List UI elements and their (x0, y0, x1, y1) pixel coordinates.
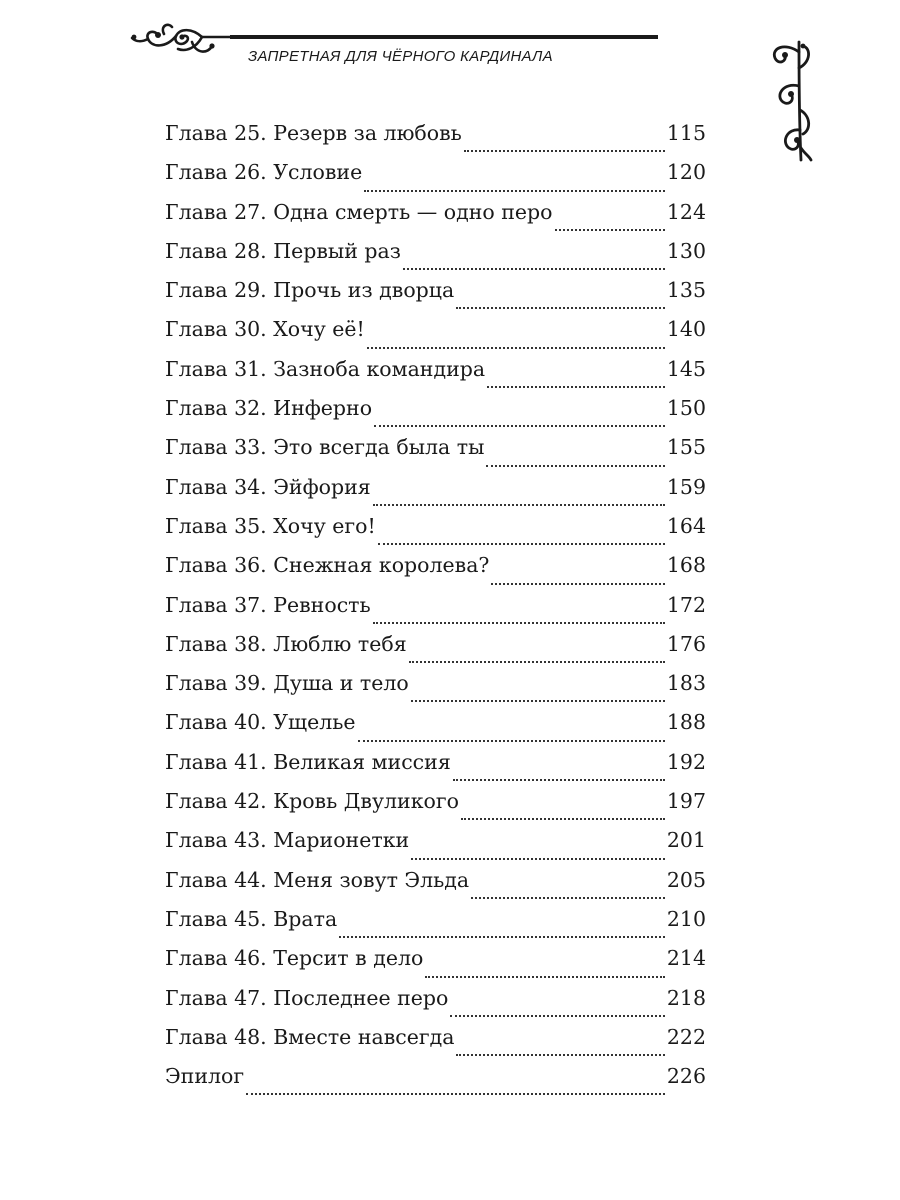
dot-leader (378, 542, 665, 545)
dot-leader (453, 778, 665, 781)
toc-entry-page-number: 168 (666, 553, 706, 578)
toc-entry[interactable] (165, 868, 706, 907)
dot-leader (364, 189, 665, 192)
dot-leader (409, 660, 665, 663)
toc-entry[interactable] (165, 121, 706, 160)
toc-entry-page-number: 210 (666, 906, 706, 931)
dot-leader (411, 699, 665, 702)
toc-entry-label: Эпилог (165, 1064, 245, 1089)
toc-entry-label: Глава 27. Одна смерть — одно перо (165, 199, 553, 224)
toc-entry[interactable] (165, 907, 706, 946)
toc-entry-page-number: 120 (666, 160, 706, 185)
toc-entry[interactable] (165, 396, 706, 435)
toc-entry-page-number: 201 (666, 828, 706, 853)
toc-entry[interactable] (165, 986, 706, 1025)
running-header-title: ЗАПРЕТНАЯ ДЛЯ ЧЁРНОГО КАРДИНАЛА (248, 48, 553, 65)
toc-entry[interactable] (165, 435, 706, 474)
vertical-flourish-icon (765, 38, 813, 164)
toc-entry-label: Глава 32. Инферно (165, 396, 373, 421)
toc-entry-page-number: 150 (666, 396, 706, 421)
toc-entry[interactable] (165, 710, 706, 749)
dot-leader (246, 1092, 665, 1095)
toc-entry-page-number: 205 (666, 867, 706, 892)
dot-leader (491, 582, 664, 585)
dot-leader (456, 306, 665, 309)
dot-leader (373, 621, 665, 624)
toc-entry-page-number: 222 (666, 1024, 706, 1049)
toc-entry[interactable] (165, 239, 706, 278)
toc-entry-label: Глава 34. Эйфория (165, 474, 371, 499)
toc-entry-label: Глава 39. Душа и тело (165, 671, 409, 696)
dot-leader (425, 975, 665, 978)
toc-entry[interactable] (165, 514, 706, 553)
toc-entry[interactable] (165, 789, 706, 828)
toc-entry-page-number: 124 (666, 199, 706, 224)
dot-leader (471, 896, 665, 899)
table-of-contents (165, 121, 706, 1103)
toc-entry-label: Глава 26. Условие (165, 160, 363, 185)
toc-entry-label: Глава 47. Последнее перо (165, 985, 449, 1010)
toc-entry-page-number: 218 (666, 985, 706, 1010)
toc-entry-page-number: 172 (666, 592, 706, 617)
toc-entry-label: Глава 33. Это всегда была ты (165, 435, 485, 460)
toc-entry-page-number: 226 (666, 1064, 706, 1089)
dot-leader (339, 935, 665, 938)
dot-leader (367, 346, 665, 349)
toc-entry[interactable] (165, 357, 706, 396)
toc-entry-label: Глава 48. Вместе навсегда (165, 1024, 455, 1049)
toc-entry[interactable] (165, 475, 706, 514)
dot-leader (461, 817, 665, 820)
toc-entry-label: Глава 44. Меня зовут Эльда (165, 867, 470, 892)
toc-entry-page-number: 197 (666, 789, 706, 814)
flourish-ornament-icon (130, 22, 245, 62)
toc-entry-label: Глава 43. Марионетки (165, 828, 410, 853)
dot-leader (411, 857, 665, 860)
dot-leader (374, 424, 665, 427)
toc-entry[interactable] (165, 750, 706, 789)
toc-entry-label: Глава 37. Ревность (165, 592, 371, 617)
toc-entry-label: Глава 45. Врата (165, 906, 338, 931)
toc-entry-label: Глава 35. Хочу его! (165, 513, 376, 538)
toc-entry-page-number: 145 (666, 356, 706, 381)
toc-entry[interactable] (165, 946, 706, 985)
toc-entry-label: Глава 31. Зазноба командира (165, 356, 486, 381)
toc-entry-label: Глава 46. Терсит в дело (165, 946, 424, 971)
toc-entry-page-number: 164 (666, 513, 706, 538)
header-rule (230, 35, 658, 39)
toc-entry-label: Глава 40. Ущелье (165, 710, 356, 735)
toc-entry-label: Глава 42. Кровь Двуликого (165, 789, 459, 814)
toc-entry-page-number: 188 (666, 710, 706, 735)
toc-entry[interactable] (165, 632, 706, 671)
toc-entry-label: Глава 38. Люблю тебя (165, 631, 407, 656)
toc-entry[interactable] (165, 160, 706, 199)
toc-entry-label: Глава 30. Хочу её! (165, 317, 365, 342)
toc-entry[interactable] (165, 200, 706, 239)
dot-leader (456, 1053, 664, 1056)
dot-leader (403, 267, 665, 270)
dot-leader (487, 385, 665, 388)
toc-entry[interactable] (165, 1025, 706, 1064)
toc-entry[interactable] (165, 1064, 706, 1103)
dot-leader (358, 739, 665, 742)
toc-entry-label: Глава 41. Великая миссия (165, 749, 451, 774)
toc-entry[interactable] (165, 278, 706, 317)
toc-entry-page-number: 183 (666, 671, 706, 696)
toc-entry-page-number: 159 (666, 474, 706, 499)
toc-entry-page-number: 176 (666, 631, 706, 656)
dot-leader (464, 149, 665, 152)
dot-leader (555, 228, 665, 231)
toc-entry-page-number: 214 (666, 946, 706, 971)
dot-leader (486, 464, 664, 467)
toc-entry-label: Глава 28. Первый раз (165, 238, 401, 263)
toc-entry-page-number: 192 (666, 749, 706, 774)
dot-leader (450, 1014, 664, 1017)
toc-entry[interactable] (165, 553, 706, 592)
toc-entry[interactable] (165, 593, 706, 632)
toc-entry-label: Глава 36. Снежная королева? (165, 553, 490, 578)
toc-entry[interactable] (165, 317, 706, 356)
running-header (130, 22, 553, 82)
toc-entry-page-number: 140 (666, 317, 706, 342)
toc-entry-label: Глава 29. Прочь из дворца (165, 278, 455, 303)
toc-entry-page-number: 130 (666, 238, 706, 263)
toc-entry-label: Глава 25. Резерв за любовь (165, 121, 462, 145)
toc-entry[interactable] (165, 828, 706, 867)
toc-entry[interactable] (165, 671, 706, 710)
dot-leader (373, 503, 665, 506)
toc-entry-page-number: 155 (666, 435, 706, 460)
toc-entry-page-number: 115 (666, 121, 706, 145)
toc-entry-page-number: 135 (666, 278, 706, 303)
